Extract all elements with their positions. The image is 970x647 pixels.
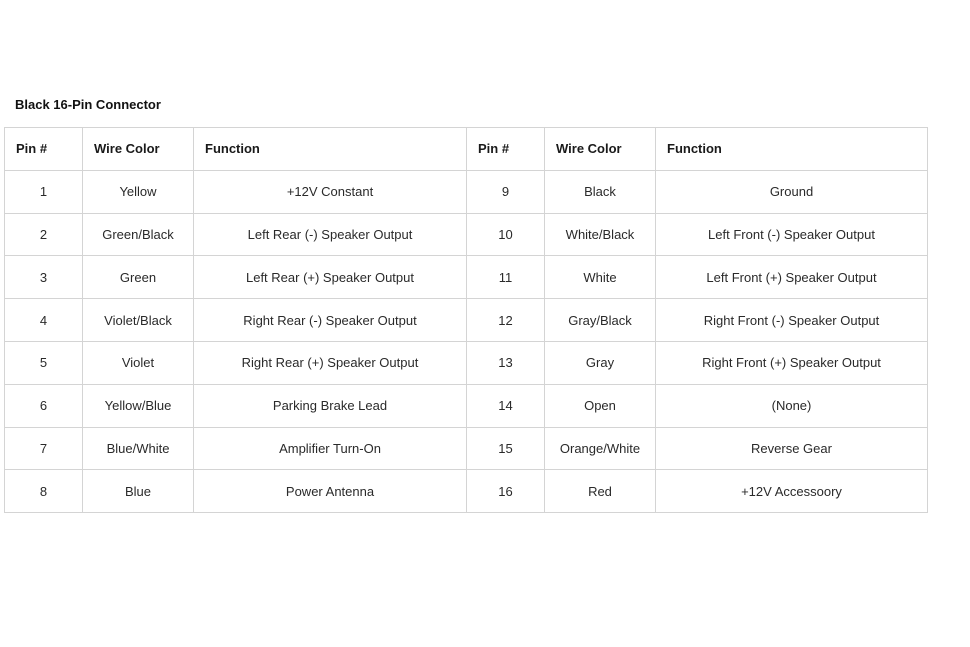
function-cell: Reverse Gear xyxy=(656,427,928,470)
function-cell: Right Rear (+) Speaker Output xyxy=(194,341,467,384)
wire-color-cell: Yellow/Blue xyxy=(83,384,194,427)
pin-cell: 11 xyxy=(467,256,545,299)
pin-cell: 8 xyxy=(5,470,83,513)
function-cell: Amplifier Turn-On xyxy=(194,427,467,470)
function-cell: Left Rear (+) Speaker Output xyxy=(194,256,467,299)
wire-color-cell: Green xyxy=(83,256,194,299)
wire-color-cell: Yellow xyxy=(83,170,194,213)
wire-color-cell: Violet xyxy=(83,341,194,384)
table-row xyxy=(5,299,928,342)
wire-color-cell: Black xyxy=(545,170,656,213)
wire-color-cell: Blue xyxy=(83,470,194,513)
table-row xyxy=(5,341,928,384)
pin-cell: 13 xyxy=(467,341,545,384)
table-row xyxy=(5,427,928,470)
header-function-left: Function xyxy=(194,128,467,171)
pin-cell: 1 xyxy=(5,170,83,213)
pin-cell: 14 xyxy=(467,384,545,427)
wire-color-cell: Red xyxy=(545,470,656,513)
pin-table xyxy=(4,127,928,513)
pin-cell: 3 xyxy=(5,256,83,299)
function-cell: Right Rear (-) Speaker Output xyxy=(194,299,467,342)
wire-color-cell: Violet/Black xyxy=(83,299,194,342)
table-row xyxy=(5,384,928,427)
function-cell: +12V Accessoory xyxy=(656,470,928,513)
function-cell: Left Rear (-) Speaker Output xyxy=(194,213,467,256)
wire-color-cell: Green/Black xyxy=(83,213,194,256)
function-cell: +12V Constant xyxy=(194,170,467,213)
function-cell: Left Front (+) Speaker Output xyxy=(656,256,928,299)
wire-color-cell: White/Black xyxy=(545,213,656,256)
wire-color-cell: Open xyxy=(545,384,656,427)
pin-cell: 5 xyxy=(5,341,83,384)
function-cell: Right Front (-) Speaker Output xyxy=(656,299,928,342)
pin-cell: 6 xyxy=(5,384,83,427)
table-row xyxy=(5,470,928,513)
pin-cell: 16 xyxy=(467,470,545,513)
function-cell: Parking Brake Lead xyxy=(194,384,467,427)
wire-color-cell: Gray xyxy=(545,341,656,384)
pin-cell: 15 xyxy=(467,427,545,470)
pin-cell: 12 xyxy=(467,299,545,342)
function-cell: Left Front (-) Speaker Output xyxy=(656,213,928,256)
header-wire-color-right: Wire Color xyxy=(545,128,656,171)
table-row xyxy=(5,256,928,299)
header-wire-color-left: Wire Color xyxy=(83,128,194,171)
function-cell: Power Antenna xyxy=(194,470,467,513)
pin-cell: 9 xyxy=(467,170,545,213)
header-function-right: Function xyxy=(656,128,928,171)
pin-cell: 4 xyxy=(5,299,83,342)
header-pin-right: Pin # xyxy=(467,128,545,171)
function-cell: Right Front (+) Speaker Output xyxy=(656,341,928,384)
header-pin-left: Pin # xyxy=(5,128,83,171)
table-row xyxy=(5,170,928,213)
table-title: Black 16-Pin Connector xyxy=(15,97,161,112)
wire-color-cell: Blue/White xyxy=(83,427,194,470)
pin-cell: 2 xyxy=(5,213,83,256)
pin-cell: 7 xyxy=(5,427,83,470)
wire-color-cell: White xyxy=(545,256,656,299)
table-row xyxy=(5,213,928,256)
header-row xyxy=(5,128,928,171)
function-cell: Ground xyxy=(656,170,928,213)
function-cell: (None) xyxy=(656,384,928,427)
wire-color-cell: Gray/Black xyxy=(545,299,656,342)
pin-cell: 10 xyxy=(467,213,545,256)
wire-color-cell: Orange/White xyxy=(545,427,656,470)
